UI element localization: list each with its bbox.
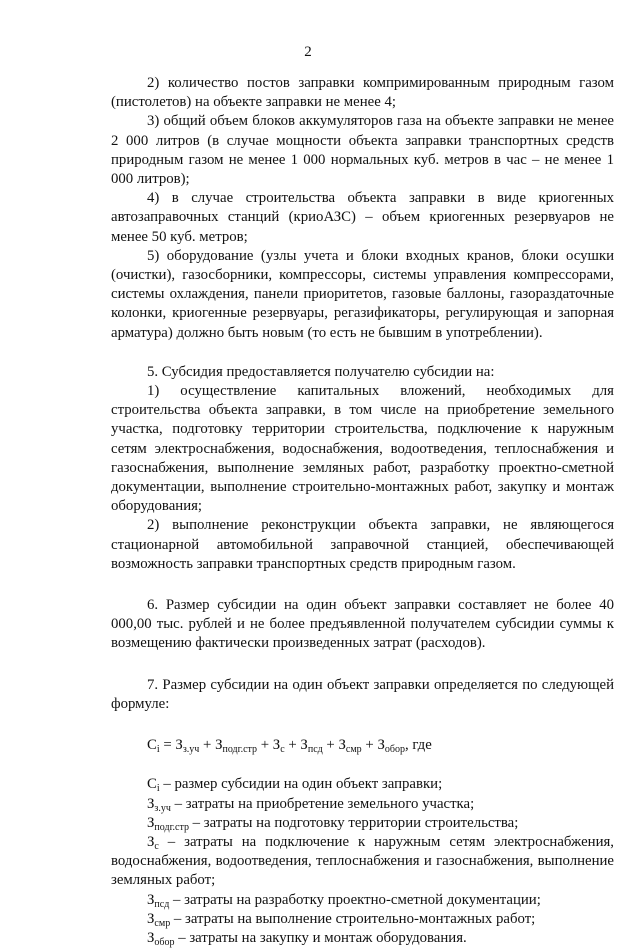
- formula-plus: +: [361, 737, 378, 754]
- definition-text: – затраты на выполнение строительно-монтажных работ;: [170, 910, 536, 927]
- formula-tail: , где: [404, 737, 432, 754]
- formula-equals: =: [159, 737, 176, 754]
- formula-lhs-sub: i: [156, 744, 160, 756]
- definition-item: [111, 929, 614, 948]
- definition-text: – затраты на подключение к наружным сетям электроснабжения, водоснабжения, водоотведения, теплоснабжения и газоснабжения, выполнение земляных работ;: [111, 833, 614, 889]
- definition-text: – затраты на разработку проектно-сметной документации;: [169, 891, 541, 908]
- definition-symbol-sub: псд: [154, 898, 170, 910]
- definition-text: – затраты на подготовку территории строительства;: [188, 814, 519, 831]
- definition-symbol: З: [147, 910, 155, 927]
- formula-plus: +: [322, 737, 339, 754]
- list-item-5: 5) оборудование (узлы учета и блоки входных кранов, блоки осушки (очистки), газосборники, компрессоры, системы управления компрессорами, системы охлаждения, панели приоритетов, газовые баллоны, газораздаточные колонки, криогенные резервуары, регазификаторы, регулирующая и запорная арматура) должно быть новым (то есть не бывшим в употреблении).: [111, 247, 614, 341]
- definition-symbol: З: [147, 795, 155, 812]
- formula-term-sub: з.уч: [182, 744, 200, 756]
- section-6-text: 6. Размер субсидии на один объект заправки составляет не более 40 000,00 тыс. рублей и не более предъявленной получателем субсидии суммы к возмещению фактически произведенных затрат (расходов).: [111, 597, 614, 652]
- definition-item: [111, 795, 614, 814]
- formula-plus: +: [257, 737, 273, 754]
- definition-symbol: З: [147, 929, 155, 946]
- definition-item: [111, 814, 614, 833]
- definition-symbol-sub: с: [154, 840, 159, 852]
- formula-term-sub: с: [280, 744, 285, 756]
- section-7-intro: 7. Размер субсидии на один объект заправки определяется по следующей формуле:: [111, 676, 614, 712]
- definition-symbol-sub: обор: [154, 936, 175, 948]
- definition-text: – размер субсидии на один объект заправки;: [159, 776, 443, 793]
- formula-term: З: [300, 737, 308, 754]
- formula-term: З: [215, 737, 223, 754]
- formula-term-sub: псд: [307, 744, 323, 756]
- formula: [111, 736, 614, 755]
- formula-term: З: [272, 737, 281, 754]
- formula-term: З: [338, 737, 346, 754]
- formula-term: З: [377, 737, 385, 754]
- definition-text: – затраты на закупку и монтаж оборудования.: [174, 929, 467, 946]
- definitions-list: [111, 775, 614, 948]
- formula-plus: +: [199, 737, 216, 754]
- definition-symbol-sub: подг.стр: [154, 821, 189, 833]
- section-5-item-2: 2) выполнение реконструкции объекта заправки, не являющегося стационарной автомобильной заправочной станцией, обеспечивающей возможность заправки транспортных средств природным газом.: [111, 517, 614, 572]
- list-item-2: 2) количество постов заправки компримированным природным газом (пистолетов) на объекте заправки не менее 4;: [111, 75, 614, 111]
- definition-symbol-sub: з.уч: [154, 802, 171, 814]
- section-5-intro: 5. Субсидия предоставляется получателю субсидии на:: [147, 363, 495, 380]
- definition-symbol: C: [147, 776, 157, 793]
- formula-term: З: [175, 737, 183, 754]
- definition-symbol: З: [147, 814, 155, 831]
- definition-item: [111, 833, 614, 891]
- formula-plus: +: [284, 737, 301, 754]
- definition-item: [111, 775, 614, 794]
- list-item-4: 4) в случае строительства объекта заправки в виде криогенных автозаправочных станций (криоАЗС) – объем криогенных резервуаров не менее 50 куб. метров;: [111, 190, 614, 245]
- definition-symbol: З: [147, 833, 155, 850]
- formula-lhs: C: [147, 737, 157, 754]
- definition-item: [111, 910, 614, 929]
- formula-term-sub: смр: [345, 744, 362, 756]
- definition-symbol-sub: смр: [154, 917, 171, 929]
- formula-term-sub: подг.стр: [222, 744, 258, 756]
- formula-term-sub: обор: [384, 744, 405, 756]
- definition-symbol-sub: i: [156, 783, 160, 795]
- document-body: [111, 74, 614, 948]
- definition-symbol: З: [147, 891, 155, 908]
- page-number: 2: [304, 44, 312, 60]
- list-item-3: 3) общий объем блоков аккумуляторов газа на объекте заправки не менее 2 000 литров (в случае мощности объекта заправки транспортных средств природным газом не менее 1 000 нормальных куб. метров в час – не менее 1 000 литров);: [111, 113, 614, 188]
- section-5-item-1: 1) осуществление капитальных вложений, необходимых для строительства объекта заправки, в том числе на приобретение земельного участка, подготовку территории строительства, подключение к наружным сетям электроснабжения, водоснабжения, водоотведения, теплоснабжения и газоснабжения, выполнение земляных работ, разработку проектно-сметной документации, выполнение строительно-монтажных работ, закупку и монтаж оборудования;: [111, 383, 614, 515]
- definition-item: [111, 891, 614, 910]
- definition-text: – затраты на приобретение земельного участка;: [170, 795, 475, 812]
